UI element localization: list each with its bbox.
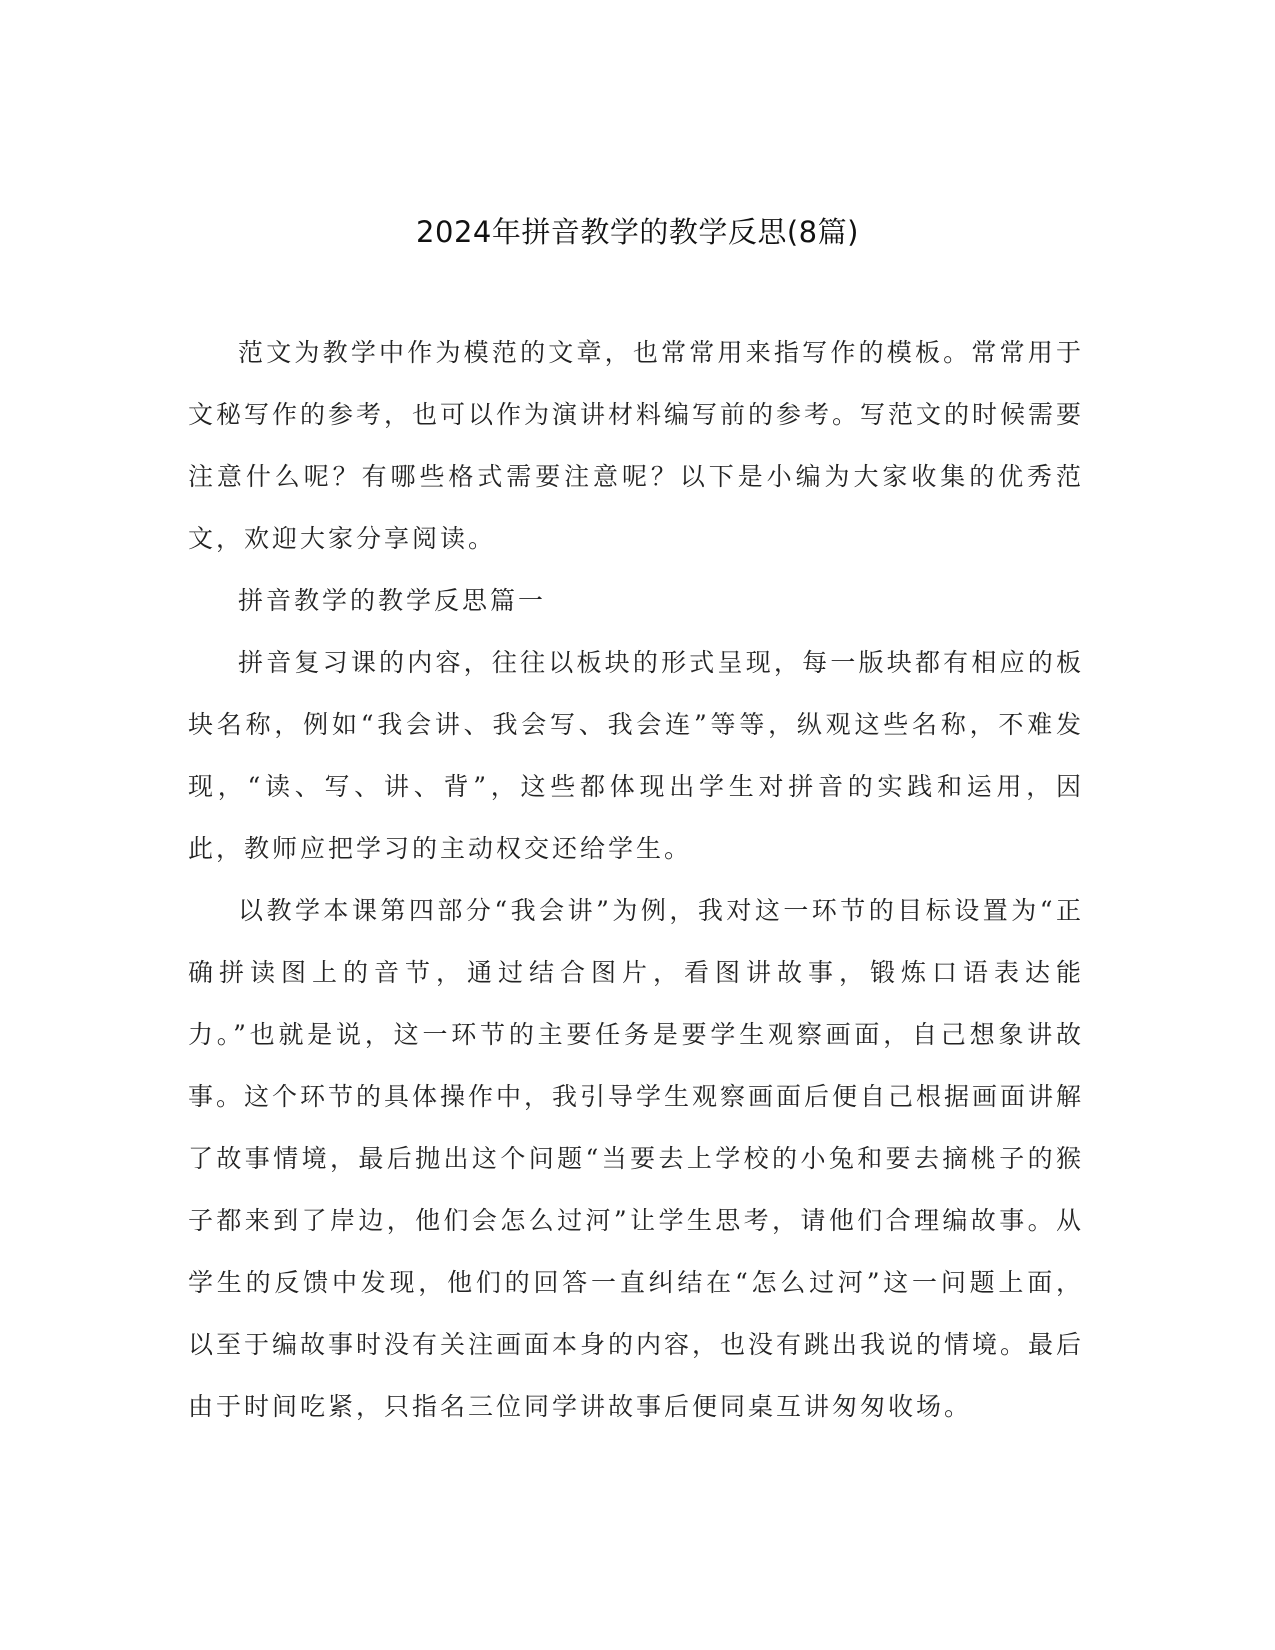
paragraph: 拼音复习课的内容，往往以板块的形式呈现，每一版块都有相应的板块名称，例如“我会讲、我会写、我会连”等等，纵观这些名称，不难发现，“读、写、讲、背”，这些都体现出学生对拼音的实践和运用，因此，教师应把学习的主动权交还给学生。 [188,648,1084,863]
section-heading: 拼音教学的教学反思篇一 [238,586,547,615]
document-body [188,322,1084,1438]
paragraph-intro: 范文为教学中作为模范的文章，也常常用来指写作的模板。常常用于文秘写作的参考，也可以作为演讲材料编写前的参考。写范文的时候需要注意什么呢？有哪些格式需要注意呢？以下是小编为大家收集的优秀范文，欢迎大家分享阅读。 [188,338,1085,553]
paragraph: 以教学本课第四部分“我会讲”为例，我对这一环节的目标设置为“正确拼读图上的音节，通过结合图片，看图讲故事，锻炼口语表达能力。”也就是说，这一环节的主要任务是要学生观察画面，自己想象讲故事。这个环节的具体操作中，我引导学生观察画面后便自己根据画面讲解了故事情境，最后抛出这个问题“当要去上学校的小兔和要去摘桃子的猴子都来到了岸边，他们会怎么过河”让学生思考，请他们合理编故事。从学生的反馈中发现，他们的回答一直纠结在“怎么过河”这一问题上面，以至于编故事时没有关注画面本身的内容，也没有跳出我说的情境。最后由于时间吃紧，只指名三位同学讲故事后便同桌互讲匆匆收场。 [188,896,1085,1421]
document-title: 2024年拼音教学的教学反思(8篇) [416,215,859,249]
